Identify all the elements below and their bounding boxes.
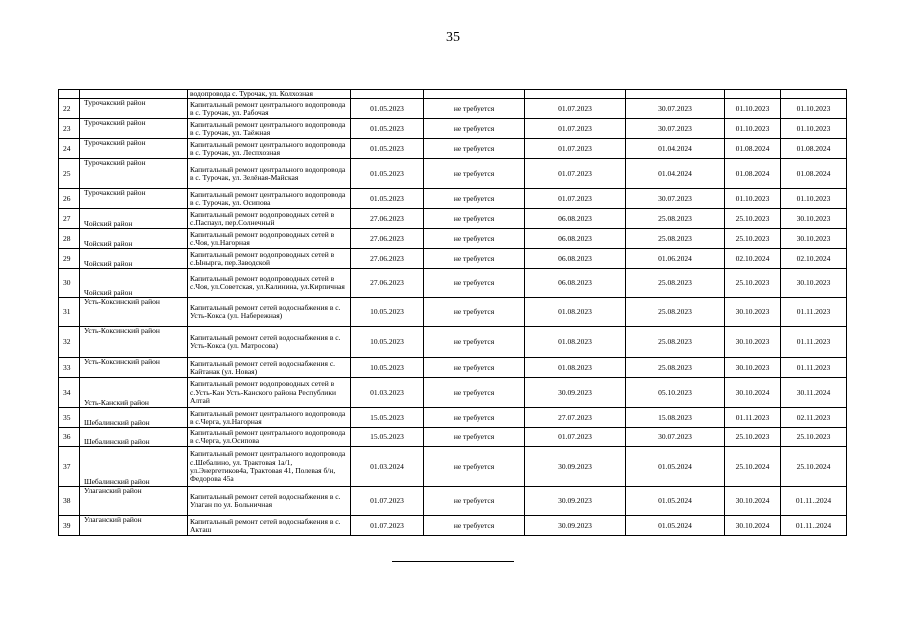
work-name-cell: Капитальный ремонт центрального водопровода в с. Турочак, ул. Рабочая bbox=[188, 99, 351, 119]
work-name-cell: Капитальный ремонт центрального водопровода в с. Турочак, ул. Таёжная bbox=[188, 119, 351, 139]
date-cell-6: 01.11..2024 bbox=[781, 487, 847, 516]
date-cell-3: 01.07.2023 bbox=[525, 99, 626, 119]
date-cell-6: 02.10.2024 bbox=[781, 249, 847, 269]
date-cell-1: 01.05.2023 bbox=[351, 189, 424, 209]
table-row bbox=[59, 99, 847, 119]
work-name-cell: Капитальный ремонт сетей водоснабжения в с. Усть-Кокса (ул. Матросова) bbox=[188, 327, 351, 358]
row-number-cell: 36 bbox=[59, 428, 80, 447]
date-cell-6: 30.11.2024 bbox=[781, 378, 847, 408]
date-cell-5: 02.10.2024 bbox=[725, 249, 781, 269]
date-cell-3 bbox=[525, 90, 626, 99]
date-cell-5: 30.10.2024 bbox=[725, 487, 781, 516]
work-name-cell: Капитальный ремонт водопроводных сетей в с.Усть-Кан Усть-Канского района Республики Алтай bbox=[188, 378, 351, 408]
date-cell-1: 01.03.2023 bbox=[351, 378, 424, 408]
expertise-cell: не требуется bbox=[424, 298, 525, 327]
row-number-cell: 27 bbox=[59, 209, 80, 229]
date-cell-4: 25.08.2023 bbox=[626, 269, 725, 298]
date-cell-6: 01.11.2023 bbox=[781, 327, 847, 358]
date-cell-1: 01.05.2023 bbox=[351, 119, 424, 139]
date-cell-5: 01.08.2024 bbox=[725, 139, 781, 159]
work-name-cell: Капитальный ремонт центрального водопровода в с. Турочак, ул. Зелёная-Майская bbox=[188, 159, 351, 189]
date-cell-3: 30.09.2023 bbox=[525, 447, 626, 487]
date-cell-5: 01.10.2023 bbox=[725, 99, 781, 119]
date-cell-4: 01.05.2024 bbox=[626, 487, 725, 516]
footer-divider bbox=[392, 561, 514, 562]
row-number-cell: 24 bbox=[59, 139, 80, 159]
expertise-cell: не требуется bbox=[424, 139, 525, 159]
table-row bbox=[59, 447, 847, 487]
date-cell-3: 06.08.2023 bbox=[525, 269, 626, 298]
row-number-cell bbox=[59, 90, 80, 99]
district-cell bbox=[80, 90, 188, 99]
date-cell-5: 25.10.2023 bbox=[725, 229, 781, 249]
date-cell-4: 01.05.2024 bbox=[626, 447, 725, 487]
date-cell-6: 25.10.2024 bbox=[781, 447, 847, 487]
expertise-cell: не требуется bbox=[424, 447, 525, 487]
date-cell-3: 30.09.2023 bbox=[525, 516, 626, 536]
date-cell-5: 30.10.2024 bbox=[725, 516, 781, 536]
expertise-cell bbox=[424, 90, 525, 99]
district-cell: Турочакский район bbox=[80, 159, 188, 189]
date-cell-6: 01.08.2024 bbox=[781, 139, 847, 159]
date-cell-6: 01.10.2023 bbox=[781, 99, 847, 119]
row-number-cell: 25 bbox=[59, 159, 80, 189]
date-cell-6: 01.11..2024 bbox=[781, 516, 847, 536]
expertise-cell: не требуется bbox=[424, 327, 525, 358]
expertise-cell: не требуется bbox=[424, 408, 525, 428]
date-cell-5 bbox=[725, 90, 781, 99]
expertise-cell: не требуется bbox=[424, 378, 525, 408]
date-cell-6: 01.10.2023 bbox=[781, 189, 847, 209]
date-cell-6: 01.11.2023 bbox=[781, 358, 847, 378]
work-name-cell: Капитальный ремонт водопроводных сетей в с.Чоя, ул.Нагорная bbox=[188, 229, 351, 249]
district-cell: Усть-Коксинский район bbox=[80, 358, 188, 378]
date-cell-4: 01.04.2024 bbox=[626, 139, 725, 159]
table-row bbox=[59, 428, 847, 447]
date-cell-3: 01.07.2023 bbox=[525, 139, 626, 159]
date-cell-4: 25.08.2023 bbox=[626, 358, 725, 378]
date-cell-5: 25.10.2023 bbox=[725, 428, 781, 447]
work-name-cell: Капитальный ремонт центрального водопровода в с.Черга, ул.Осипова bbox=[188, 428, 351, 447]
district-cell: Шебалинский район bbox=[80, 428, 188, 447]
date-cell-1: 01.05.2023 bbox=[351, 139, 424, 159]
date-cell-3: 06.08.2023 bbox=[525, 229, 626, 249]
date-cell-5: 30.10.2023 bbox=[725, 298, 781, 327]
date-cell-6: 30.10.2023 bbox=[781, 209, 847, 229]
table-row bbox=[59, 249, 847, 269]
date-cell-5: 30.10.2023 bbox=[725, 327, 781, 358]
district-cell: Турочакский район bbox=[80, 189, 188, 209]
date-cell-3: 30.09.2023 bbox=[525, 378, 626, 408]
date-cell-1: 15.05.2023 bbox=[351, 408, 424, 428]
row-number-cell: 30 bbox=[59, 269, 80, 298]
date-cell-3: 01.07.2023 bbox=[525, 119, 626, 139]
table-row bbox=[59, 378, 847, 408]
district-cell: Шебалинский район bbox=[80, 447, 188, 487]
date-cell-6: 02.11.2023 bbox=[781, 408, 847, 428]
date-cell-1: 01.07.2023 bbox=[351, 516, 424, 536]
district-cell: Чойский район bbox=[80, 249, 188, 269]
page-number: 35 bbox=[446, 30, 460, 45]
district-cell: Улаганский район bbox=[80, 487, 188, 516]
expertise-cell: не требуется bbox=[424, 516, 525, 536]
expertise-cell: не требуется bbox=[424, 358, 525, 378]
table-row bbox=[59, 139, 847, 159]
district-cell: Усть-Коксинский район bbox=[80, 298, 188, 327]
date-cell-3: 01.07.2023 bbox=[525, 428, 626, 447]
district-cell: Усть-Коксинский район bbox=[80, 327, 188, 358]
table-row bbox=[59, 298, 847, 327]
work-name-cell: Капитальный ремонт водопроводных сетей в с.Ынырга, пер.Заводской bbox=[188, 249, 351, 269]
date-cell-3: 01.07.2023 bbox=[525, 189, 626, 209]
date-cell-1: 15.05.2023 bbox=[351, 428, 424, 447]
work-name-cell: водопровода с. Турочак, ул. Колхозная bbox=[188, 90, 351, 99]
district-cell: Чойский район bbox=[80, 269, 188, 298]
work-name-cell: Капитальный ремонт водопроводных сетей в с.Чоя, ул.Советская, ул.Калинина, ул.Кирпичная bbox=[188, 269, 351, 298]
date-cell-4: 01.04.2024 bbox=[626, 159, 725, 189]
date-cell-3: 01.08.2023 bbox=[525, 327, 626, 358]
row-number-cell: 28 bbox=[59, 229, 80, 249]
row-number-cell: 26 bbox=[59, 189, 80, 209]
date-cell-5: 01.08.2024 bbox=[725, 159, 781, 189]
district-cell: Чойский район bbox=[80, 229, 188, 249]
date-cell-6 bbox=[781, 90, 847, 99]
district-cell: Усть-Канский район bbox=[80, 378, 188, 408]
work-name-cell: Капитальный ремонт водопроводных сетей в с.Паспаул, пер.Солнечный bbox=[188, 209, 351, 229]
date-cell-1: 01.07.2023 bbox=[351, 487, 424, 516]
date-cell-4: 25.08.2023 bbox=[626, 298, 725, 327]
date-cell-5: 01.10.2023 bbox=[725, 189, 781, 209]
date-cell-1: 27.06.2023 bbox=[351, 269, 424, 298]
district-cell: Турочакский район bbox=[80, 139, 188, 159]
date-cell-3: 01.07.2023 bbox=[525, 159, 626, 189]
expertise-cell: не требуется bbox=[424, 269, 525, 298]
date-cell-1 bbox=[351, 90, 424, 99]
date-cell-1: 27.06.2023 bbox=[351, 249, 424, 269]
row-number-cell: 22 bbox=[59, 99, 80, 119]
date-cell-1: 01.05.2023 bbox=[351, 159, 424, 189]
date-cell-4: 30.07.2023 bbox=[626, 99, 725, 119]
table-row bbox=[59, 487, 847, 516]
district-cell: Турочакский район bbox=[80, 119, 188, 139]
expertise-cell: не требуется bbox=[424, 229, 525, 249]
work-name-cell: Капитальный ремонт центрального водопровода с.Шебалино, ул. Трактовая 1а/1, ул.Энергетиков4а, Трактовая 41, Полевая б/н, Федорова 45а bbox=[188, 447, 351, 487]
expertise-cell: не требуется bbox=[424, 189, 525, 209]
work-name-cell: Капитальный ремонт сетей водоснабжения в с. Акташ bbox=[188, 516, 351, 536]
date-cell-1: 10.05.2023 bbox=[351, 327, 424, 358]
table-row bbox=[59, 119, 847, 139]
date-cell-1: 27.06.2023 bbox=[351, 209, 424, 229]
work-name-cell: Капитальный ремонт центрального водопровода в с. Турочак, ул. Леспхозная bbox=[188, 139, 351, 159]
expertise-cell: не требуется bbox=[424, 249, 525, 269]
date-cell-4: 25.08.2023 bbox=[626, 209, 725, 229]
work-name-cell: Капитальный ремонт центрального водопровода в с. Турочак, ул. Осипова bbox=[188, 189, 351, 209]
schedule-table bbox=[58, 89, 847, 536]
date-cell-6: 01.10.2023 bbox=[781, 119, 847, 139]
date-cell-6: 30.10.2023 bbox=[781, 229, 847, 249]
date-cell-4 bbox=[626, 90, 725, 99]
date-cell-1: 27.06.2023 bbox=[351, 229, 424, 249]
work-name-cell: Капитальный ремонт сетей водоснабжения в с. Усть-Кокса (ул. Набережная) bbox=[188, 298, 351, 327]
date-cell-6: 30.10.2023 bbox=[781, 269, 847, 298]
work-name-cell: Капитальный ремонт центрального водопровода в с.Черга, ул.Нагорная bbox=[188, 408, 351, 428]
district-cell: Улаганский район bbox=[80, 516, 188, 536]
expertise-cell: не требуется bbox=[424, 159, 525, 189]
date-cell-4: 30.07.2023 bbox=[626, 189, 725, 209]
district-cell: Турочакский район bbox=[80, 99, 188, 119]
date-cell-5: 30.10.2023 bbox=[725, 358, 781, 378]
table-row bbox=[59, 209, 847, 229]
date-cell-4: 01.06.2024 bbox=[626, 249, 725, 269]
district-cell: Чойский район bbox=[80, 209, 188, 229]
date-cell-3: 27.07.2023 bbox=[525, 408, 626, 428]
date-cell-5: 25.10.2023 bbox=[725, 209, 781, 229]
table-body bbox=[59, 90, 847, 536]
date-cell-1: 10.05.2023 bbox=[351, 298, 424, 327]
date-cell-6: 01.08.2024 bbox=[781, 159, 847, 189]
row-number-cell: 37 bbox=[59, 447, 80, 487]
date-cell-3: 06.08.2023 bbox=[525, 249, 626, 269]
date-cell-4: 30.07.2023 bbox=[626, 428, 725, 447]
date-cell-4: 25.08.2023 bbox=[626, 229, 725, 249]
table-row bbox=[59, 327, 847, 358]
expertise-cell: не требуется bbox=[424, 428, 525, 447]
date-cell-3: 01.08.2023 bbox=[525, 358, 626, 378]
table-row bbox=[59, 189, 847, 209]
table-row bbox=[59, 269, 847, 298]
date-cell-4: 01.05.2024 bbox=[626, 516, 725, 536]
date-cell-5: 01.10.2023 bbox=[725, 119, 781, 139]
row-number-cell: 38 bbox=[59, 487, 80, 516]
row-number-cell: 33 bbox=[59, 358, 80, 378]
date-cell-3: 01.08.2023 bbox=[525, 298, 626, 327]
row-number-cell: 34 bbox=[59, 378, 80, 408]
date-cell-5: 01.11.2023 bbox=[725, 408, 781, 428]
table-row bbox=[59, 358, 847, 378]
date-cell-5: 25.10.2024 bbox=[725, 447, 781, 487]
date-cell-3: 30.09.2023 bbox=[525, 487, 626, 516]
date-cell-1: 01.05.2023 bbox=[351, 99, 424, 119]
date-cell-4: 25.08.2023 bbox=[626, 327, 725, 358]
date-cell-4: 05.10.2023 bbox=[626, 378, 725, 408]
date-cell-4: 15.08.2023 bbox=[626, 408, 725, 428]
date-cell-6: 01.11.2023 bbox=[781, 298, 847, 327]
table-row bbox=[59, 159, 847, 189]
date-cell-5: 25.10.2023 bbox=[725, 269, 781, 298]
row-number-cell: 39 bbox=[59, 516, 80, 536]
date-cell-5: 30.10.2024 bbox=[725, 378, 781, 408]
date-cell-3: 06.08.2023 bbox=[525, 209, 626, 229]
expertise-cell: не требуется bbox=[424, 119, 525, 139]
table-row bbox=[59, 229, 847, 249]
table-row bbox=[59, 90, 847, 99]
table-row bbox=[59, 516, 847, 536]
district-cell: Шебалинский район bbox=[80, 408, 188, 428]
row-number-cell: 23 bbox=[59, 119, 80, 139]
row-number-cell: 35 bbox=[59, 408, 80, 428]
date-cell-6: 25.10.2023 bbox=[781, 428, 847, 447]
row-number-cell: 31 bbox=[59, 298, 80, 327]
expertise-cell: не требуется bbox=[424, 487, 525, 516]
table-row bbox=[59, 408, 847, 428]
expertise-cell: не требуется bbox=[424, 99, 525, 119]
expertise-cell: не требуется bbox=[424, 209, 525, 229]
work-name-cell: Капитальный ремонт сетей водоснабжения в с. Улаган по ул. Больничная bbox=[188, 487, 351, 516]
date-cell-1: 10.05.2023 bbox=[351, 358, 424, 378]
date-cell-1: 01.03.2024 bbox=[351, 447, 424, 487]
date-cell-4: 30.07.2023 bbox=[626, 119, 725, 139]
row-number-cell: 29 bbox=[59, 249, 80, 269]
work-name-cell: Капитальный ремонт сетей водоснабжения с. Кайтанак (ул. Новая) bbox=[188, 358, 351, 378]
row-number-cell: 32 bbox=[59, 327, 80, 358]
